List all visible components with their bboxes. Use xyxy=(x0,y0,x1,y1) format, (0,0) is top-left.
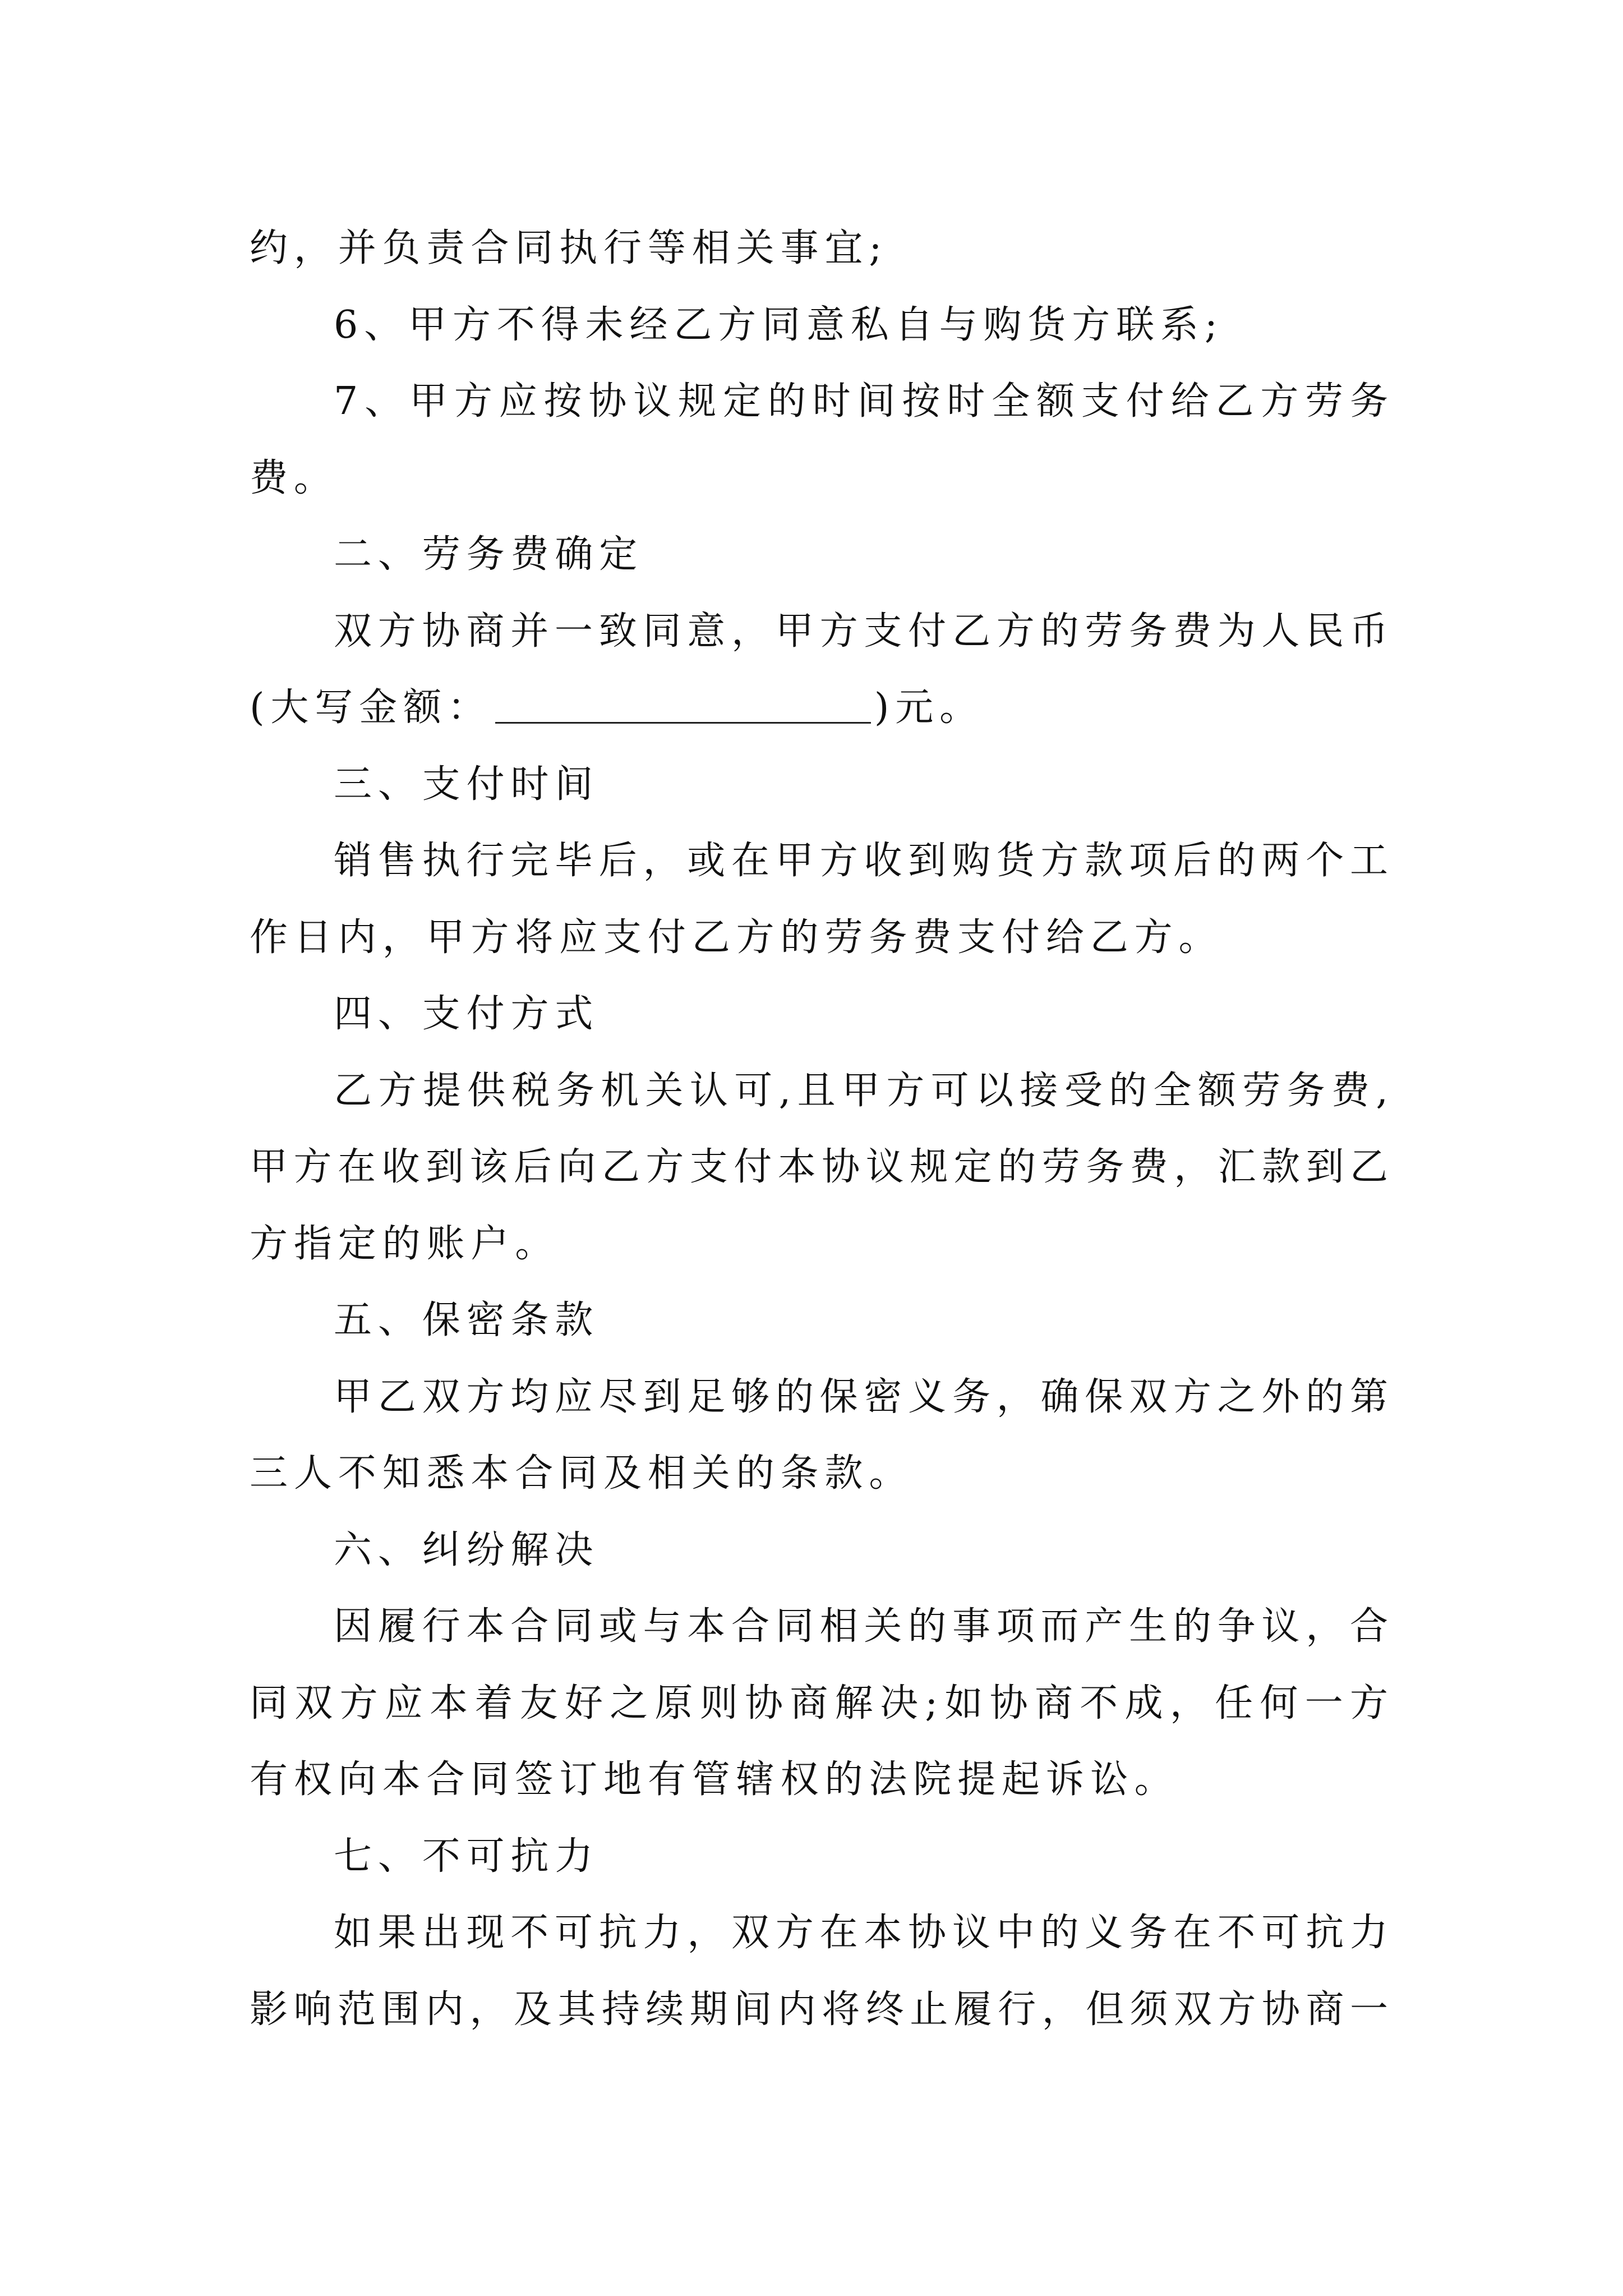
text-line: 有权向本合同签订地有管辖权的法院提起诉讼。 xyxy=(250,1757,1179,1802)
amount-unit: )元。 xyxy=(874,685,984,730)
text-line: 影响范围内，及其持续期间内将终止履行，但须双方协商一 xyxy=(250,1987,1388,2032)
text-line: 双方协商并一致同意，甲方支付乙方的劳务费为人民币 xyxy=(334,609,1388,654)
text-line: 三人不知悉本合同及相关的条款。 xyxy=(250,1451,914,1496)
text-line: 方指定的账户。 xyxy=(250,1221,560,1266)
text-line: 甲方在收到该后向乙方支付本协议规定的劳务费，汇款到乙 xyxy=(250,1145,1388,1189)
clause-item-7: 7、甲方应按协议规定的时间按时全额支付给乙方劳务 xyxy=(334,379,1388,424)
text-line: 同双方应本着友好之原则协商解决;如协商不成，任何一方 xyxy=(250,1681,1388,1726)
text-line: 因履行本合同或与本合同相关的事项而产生的争议，合 xyxy=(334,1604,1388,1649)
text-line: 如果出现不可抗力，双方在本协议中的义务在不可抗力 xyxy=(334,1911,1388,1955)
clause-item-6: 6、甲方不得未经乙方同意私自与购货方联系; xyxy=(334,302,1224,347)
section-heading-4: 四、支付方式 xyxy=(334,992,600,1036)
text-line: 销售执行完毕后，或在甲方收到购货方款项后的两个工 xyxy=(334,839,1388,883)
section-heading-7: 七、不可抗力 xyxy=(334,1834,600,1879)
text-line: 费。 xyxy=(250,455,338,500)
text-line: 约，并负责合同执行等相关事宜; xyxy=(250,226,888,270)
section-heading-3: 三、支付时间 xyxy=(334,762,600,807)
text-line: 作日内，甲方将应支付乙方的劳务费支付给乙方。 xyxy=(250,915,1223,960)
section-heading-6: 六、纠纷解决 xyxy=(334,1527,600,1572)
text-line: 甲乙双方均应尽到足够的保密义务，确保双方之外的第 xyxy=(334,1374,1388,1419)
section-heading-2: 二、劳务费确定 xyxy=(334,532,644,577)
amount-blank-field xyxy=(495,683,871,724)
text-line: 乙方提供税务机关认可,且甲方可以接受的全额劳务费, xyxy=(334,1068,1388,1113)
amount-line xyxy=(250,670,1388,747)
document-body xyxy=(250,210,1388,2048)
amount-label: (大写金额： xyxy=(250,685,492,730)
section-heading-5: 五、保密条款 xyxy=(334,1298,600,1342)
